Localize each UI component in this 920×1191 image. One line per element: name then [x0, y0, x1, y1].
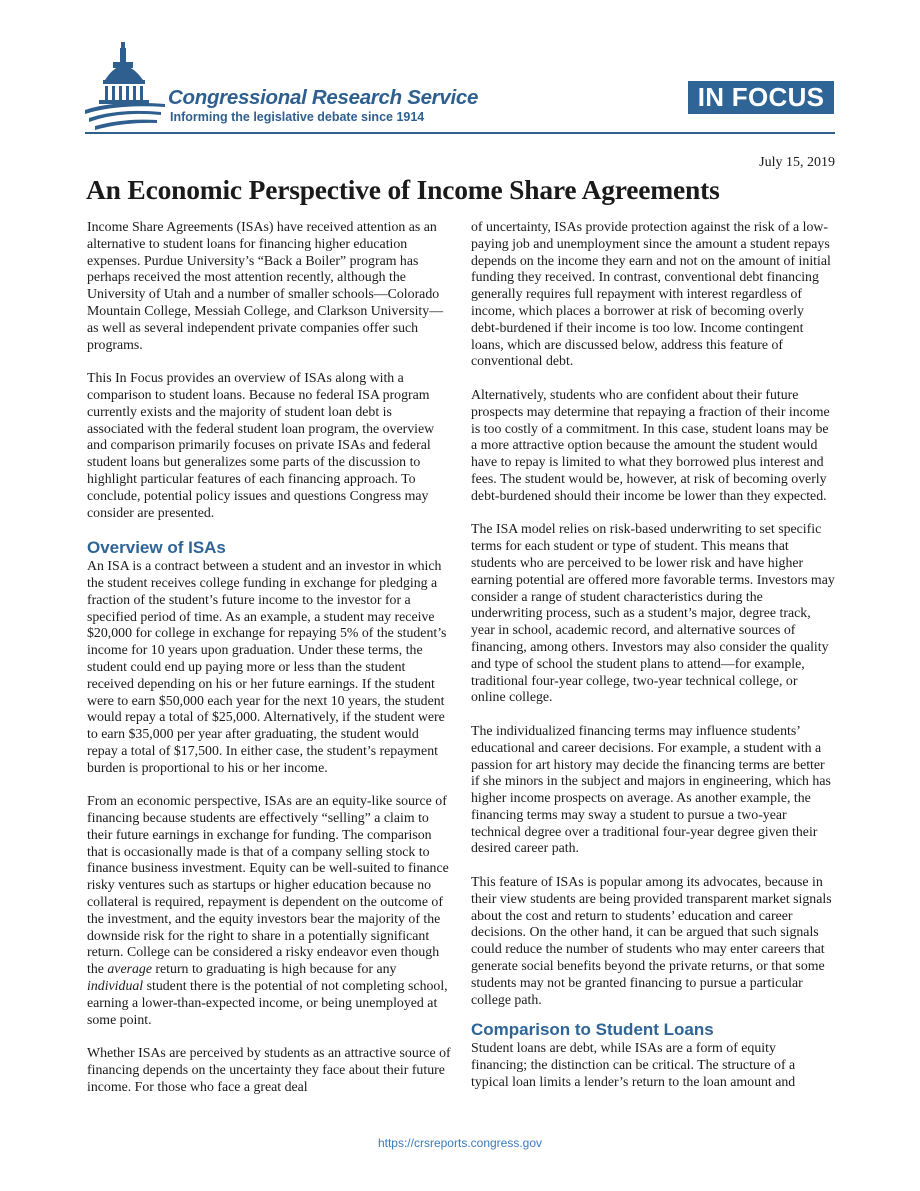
emphasis-individual: individual — [87, 978, 144, 994]
left-column — [87, 219, 451, 1096]
intro-paragraph-2: This In Focus provides an overview of ISAs along with a comparison to student loans. Because no federal ISA program currently exists and the majority of student loan debt is associated with the federal student loan program, the overview and comparison primarily focuses on private ISAs and federal student loans but generalizes some parts of the discussion to highlight particular features of each financing approach. To conclude, potential policy issues and questions Congress may consider are presented. — [87, 370, 435, 520]
text-run: From an economic perspective, ISAs are an equity-like source of financing because students are effectively “selling” a claim to their future earnings in exchange for funding. The comparison that is occasionally made is that of a company selling stock to finance business investment. Equity can be well-suited to finance risky ventures such as startups or higher education because no collateral is required, repayment is dependent on the outcome of the investment, and the equity investors bear the majority of the downside risk for the right to share in a potentially significant return. College can be considered a risky endeavor even though the — [87, 793, 449, 977]
page-title: An Economic Perspective of Income Share Agreements — [86, 174, 720, 205]
overview-paragraph-1: An ISA is a contract between a student and an investor in which the student receives college funding in exchange for pledging a fraction of the student’s future income to the investor for a specified period of time. As an example, a student may receive $20,000 for college in exchange for repaying 5% of the student’s income for 10 years upon graduation. Under these terms, the student could end up paying more or less than the student received depending on his or her future earnings. If the student were to earn $50,000 each year for the next 10 years, the student would repay a total of $25,000. Alternatively, if the student were to earn $35,000 per year after graduating, the student would repay a total of $17,500. In either case, the student’s repayment burden is proportional to his or her income. — [87, 558, 447, 775]
emphasis-average: average — [107, 961, 152, 977]
overview-paragraph-2 — [87, 793, 451, 1028]
footer-url[interactable]: https://crsreports.congress.gov — [377, 1136, 543, 1150]
header-divider — [85, 132, 835, 134]
publication-date: July 15, 2019 — [759, 155, 835, 170]
section-heading-comparison: Comparison to Student Loans — [471, 1020, 714, 1040]
intro-paragraph-1: Income Share Agreements (ISAs) have received attention as an alternative to student loans for financing higher education expenses. Purdue University’s “Back a Boiler” program has perhaps received the most attention recently, although the University of Utah and a number of smaller schools—Colorado Mountain College, Messiah College, and Clarkson University—as well as several independent private companies offer such programs. — [87, 219, 444, 352]
body-paragraph-6: Student loans are debt, while ISAs are a form of equity financing; the distinction can be critical. The structure of a typical loan limits a lender’s return to the loan amount and — [471, 1040, 796, 1090]
org-name: Congressional Research Service — [168, 86, 479, 109]
section-heading-overview: Overview of ISAs — [87, 538, 226, 558]
overview-paragraph-3: Whether ISAs are perceived by students as an attractive source of financing depends on the uncertainty they face about their future income. For those who face a great deal — [87, 1045, 451, 1094]
capitol-dome-icon — [85, 40, 165, 132]
in-focus-badge: IN FOCUS — [688, 81, 834, 114]
body-paragraph-1: of uncertainty, ISAs provide protection against the risk of a low-paying job and unemployment since the amount a student repays depends on the income they earn and not on the amount of initial funding they received. In contrast, conventional debt financing generally requires full repayment with interest regardless of income, which places a borrower at risk of becoming overly debt-burdened if their income is too low. Income contingent loans, which are discussed below, address this feature of conventional debt. — [471, 219, 831, 369]
body-paragraph-2: Alternatively, students who are confident about their future prospects may determine that repaying a fraction of their income is too costly of a commitment. In this case, student loans may be a more attractive option because the amount the student would have to repay is limited to what they borrowed plus interest and fees. The student would be, however, at risk of becoming overly debt-burdened should their income be lower than they expected. — [471, 386, 830, 503]
body-paragraph-4: The individualized financing terms may influence students’ educational and career decisions. For example, a student with a passion for art history may decide the financing terms are better if she minors in the subject and majors in engineering, which has higher income prospects on average. As another example, the financing terms may sway a student to pursue a two-year technical degree over a traditional four-year degree given their desired career path. — [471, 722, 831, 856]
right-column — [471, 219, 835, 1091]
text-run: return to graduating is high because for any — [151, 961, 397, 977]
body-paragraph-5: This feature of ISAs is popular among its advocates, because in their view students are being provided transparent market signals about the cost and return to students’ education and career decisions. On the other hand, it can be argued that such signals could reduce the number of students who may enter careers that generate social benefits beyond the private returns, or that some students may not be granted financing to pursue a particular college path. — [471, 874, 832, 1007]
body-paragraph-3: The ISA model relies on risk-based underwriting to set specific terms for each student or type of student. This means that students who are perceived to be lower risk and have higher earning potential are offered more favorable terms. Investors may consider a range of student characteristics during the underwriting process, such as a student’s major, degree track, year in school, academic record, and alternative sources of financing, among others. Investors may also consider the quality and type of school the student plans to attend—for example, traditional four-year college, two-year technical college, or online college. — [471, 521, 835, 705]
text-run: student there is the potential of not completing school, earning a lower-than-expected income, or being unemployed at some point. — [87, 978, 448, 1027]
masthead — [85, 40, 835, 136]
brand-block — [168, 87, 478, 125]
org-tagline: Informing the legislative debate since 1914 — [170, 110, 425, 124]
